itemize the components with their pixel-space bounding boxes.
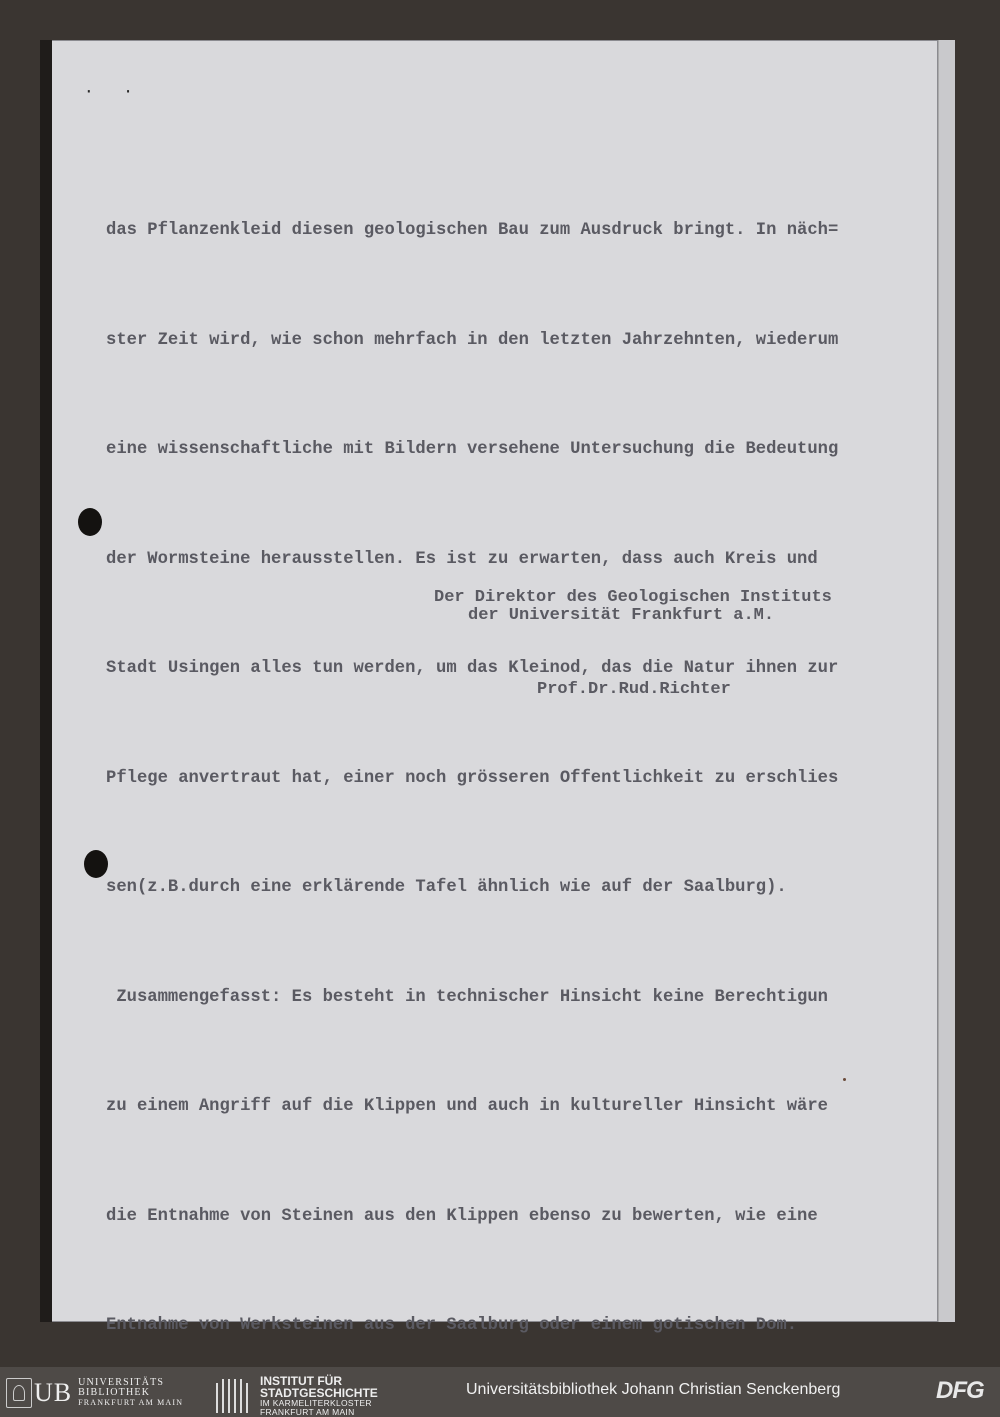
ub-line-3: FRANKFURT AM MAIN [78, 1398, 184, 1407]
ifs-line-4: FRANKFURT AM MAIN [260, 1407, 355, 1417]
ifs-arch-icon [214, 1379, 250, 1413]
body-line: der Wormsteine herausstellen. Es ist zu erwarten, dass auch Kreis und [106, 549, 818, 569]
body-line: sen(z.B.durch eine erklärende Tafel ähnlich wie auf der Saalburg). [106, 878, 787, 897]
body-line: Pflege anvertraut hat, einer noch grösseren Offentlichkeit zu erschlies [106, 768, 839, 788]
ifs-logo[interactable] [214, 1375, 378, 1417]
paper-speck [843, 1078, 846, 1081]
typed-body-text [106, 140, 922, 1381]
punch-hole-bottom [84, 850, 108, 878]
footer-title[interactable]: Universitätsbibliothek Johann Christian Senckenberg [466, 1381, 841, 1398]
ifs-line-2: STADTGESCHICHTE [260, 1386, 378, 1400]
body-line: Entnahme von Werksteinen aus der Saalburg oder einem gotischen Dom. [106, 1316, 798, 1335]
ub-logo[interactable] [6, 1377, 183, 1409]
body-line: zu einem Angriff auf die Klippen und auch in kultureller Hinsicht wäre [106, 1097, 828, 1116]
ub-line-2: BIBLIOTHEK [78, 1387, 151, 1398]
punch-hole-top [78, 508, 102, 536]
signature-name: Prof.Dr.Rud.Richter [537, 680, 731, 699]
ub-letters: UB [34, 1378, 73, 1407]
page-binding-shadow [40, 40, 52, 1322]
signature-title-line: Der Direktor des Geologischen Instituts [434, 588, 832, 607]
body-line: Zusammengefasst: Es besteht in technischer Hinsicht keine Berechtigun [106, 987, 828, 1007]
paper-edge [938, 40, 955, 1322]
body-line: die Entnahme von Steinen aus den Klippen ebenso zu bewerten, wie eine [106, 1206, 818, 1226]
ub-text [78, 1378, 183, 1408]
body-line: Stadt Usingen alles tun werden, um das Kleinod, das die Natur ihnen zur [106, 659, 839, 678]
footer-bar [0, 1367, 1000, 1417]
body-line: eine wissenschaftliche mit Bildern versehene Untersuchung die Bedeutung [106, 440, 839, 459]
signature-institution-line: der Universität Frankfurt a.M. [468, 606, 775, 625]
body-line: das Pflanzenkleid diesen geologischen Bau zum Ausdruck bringt. In näch= [106, 221, 839, 240]
ifs-line-1: INSTITUT FÜR [260, 1374, 342, 1388]
ifs-text [260, 1375, 378, 1417]
body-line: ster Zeit wird, wie schon mehrfach in den letzten Jahrzehnten, wiederum [106, 330, 839, 350]
ifs-line-3: IM KARMELITERKLOSTER [260, 1398, 372, 1408]
dfg-logo[interactable]: DFG [936, 1377, 984, 1404]
ub-emblem-icon [6, 1378, 32, 1408]
ub-line-1: UNIVERSITÄTS [78, 1377, 165, 1388]
corner-mark: · · [84, 82, 143, 101]
